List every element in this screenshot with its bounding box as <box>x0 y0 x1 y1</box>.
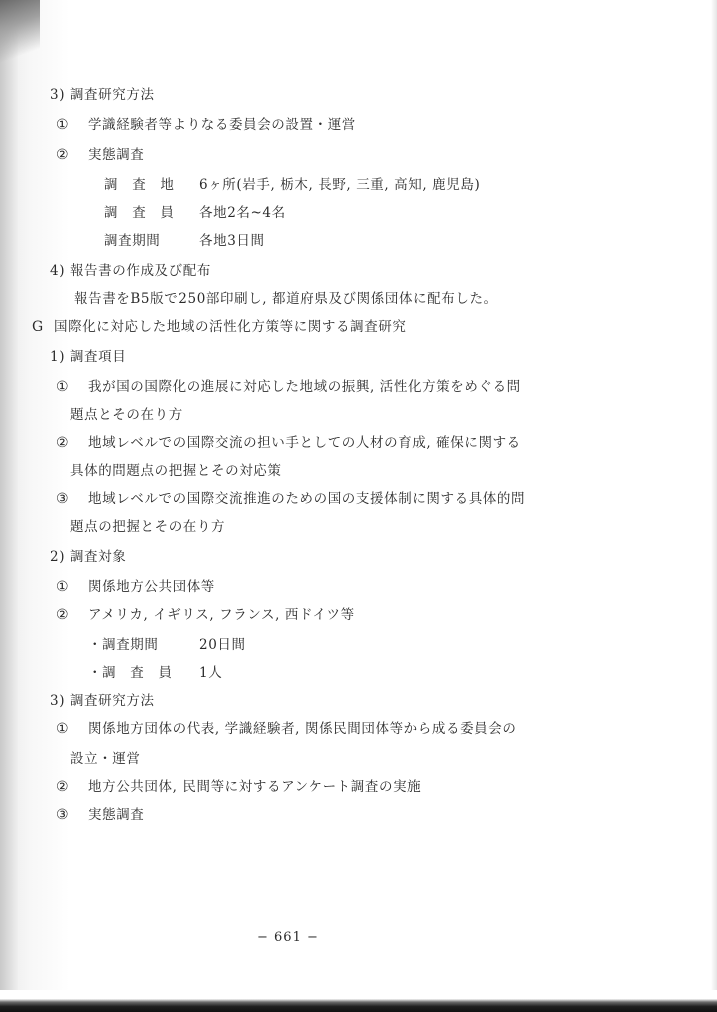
list-item-text-continued: 題点の把握とその在り方 <box>70 519 226 535</box>
field-value: 20日間 <box>199 637 246 653</box>
section-heading-research-method: 3) 調査研究方法 <box>50 87 155 103</box>
field-value: 6ヶ所(岩手, 栃木, 長野, 三重, 高知, 鹿児島) <box>199 177 481 193</box>
scan-shadow-bottom <box>0 990 717 1012</box>
item-number: ② <box>56 779 69 795</box>
section-letter: G <box>32 319 44 335</box>
list-item-text: 地域レベルでの国際交流の担い手としての人材の育成, 確保に関する <box>88 435 521 451</box>
list-item-text-continued: 題点とその在り方 <box>70 407 183 423</box>
field-label: 調 査 地 <box>104 177 175 193</box>
list-item-text-continued: 具体的問題点の把握とその対応策 <box>70 463 282 479</box>
field-label: 調査期間 <box>104 233 161 249</box>
item-number: ② <box>56 607 69 623</box>
field-label: ・調査期間 <box>88 637 159 653</box>
list-item-text: アメリカ, イギリス, フランス, 西ドイツ等 <box>88 607 355 623</box>
list-item-text-continued: 設立・運営 <box>70 751 141 767</box>
field-value: 各地2名~4名 <box>199 205 286 221</box>
item-number: ② <box>56 147 69 163</box>
item-number: ③ <box>56 807 69 823</box>
item-number: ① <box>56 721 69 737</box>
field-value: 1人 <box>199 665 223 681</box>
section-heading-survey-items: 1) 調査項目 <box>50 349 127 365</box>
list-item-text: 学識経験者等よりなる委員会の設置・運営 <box>88 117 356 133</box>
list-item-text: 地域レベルでの国際交流推進のための国の支援体制に関する具体的問 <box>88 491 526 507</box>
scan-shadow-corner <box>0 0 40 70</box>
field-label: 調 査 員 <box>104 205 175 221</box>
item-number: ① <box>56 379 69 395</box>
scan-shadow-left <box>0 0 18 1012</box>
scan-shadow-right <box>711 0 717 1012</box>
list-item-text: 実態調査 <box>88 807 145 823</box>
section-heading-report: 4) 報告書の作成及び配布 <box>50 263 211 279</box>
item-number: ① <box>56 117 69 133</box>
list-item-text: 関係地方公共団体等 <box>88 579 215 595</box>
section-title: 国際化に対応した地域の活性化方策等に関する調査研究 <box>54 319 407 335</box>
item-number: ③ <box>56 491 69 507</box>
item-number: ② <box>56 435 69 451</box>
list-item-text: 地方公共団体, 民間等に対するアンケート調査の実施 <box>88 779 422 795</box>
list-item-text: 実態調査 <box>88 147 145 163</box>
section-heading-survey-targets: 2) 調査対象 <box>50 549 127 565</box>
page-number: − 661 − <box>257 930 319 945</box>
item-number: ① <box>56 579 69 595</box>
field-label: ・調 査 員 <box>88 665 173 681</box>
list-item-text: 我が国の国際化の進展に対応した地域の振興, 活性化方策をめぐる問 <box>88 379 521 395</box>
section-heading-research-method-2: 3) 調査研究方法 <box>50 693 155 709</box>
field-value: 各地3日間 <box>199 233 265 249</box>
paragraph-text: 報告書をB5版で250部印刷し, 都道府県及び関係団体に配布した。 <box>74 291 498 307</box>
list-item-text: 関係地方団体の代表, 学識経験者, 関係民間団体等から成る委員会の <box>88 721 517 737</box>
